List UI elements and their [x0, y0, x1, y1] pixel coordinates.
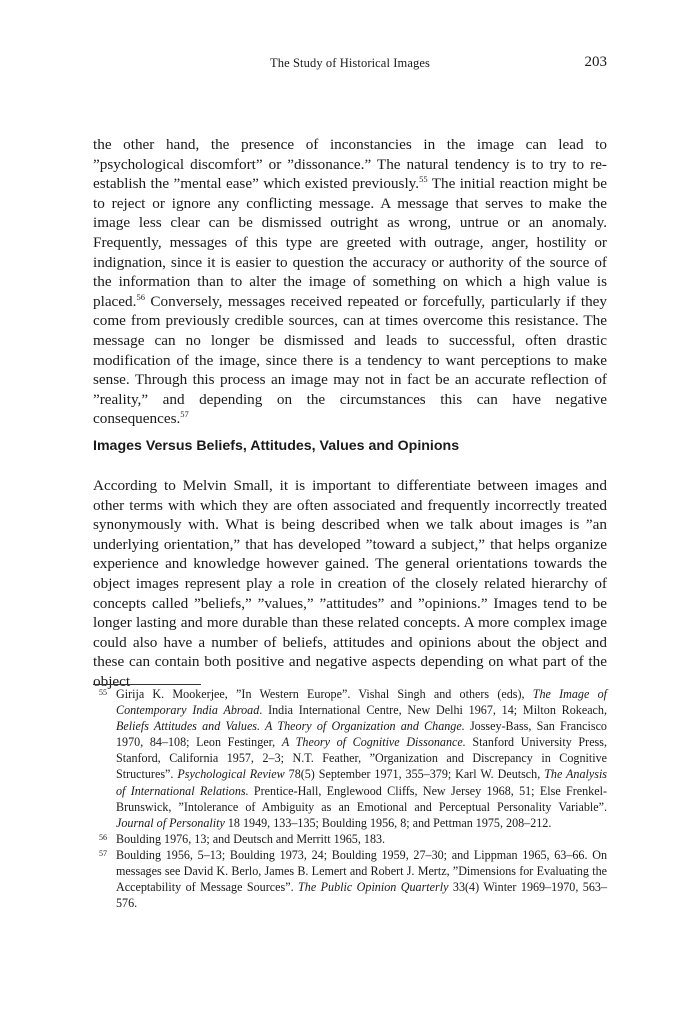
footnotes	[93, 686, 607, 911]
footnote-divider	[93, 684, 201, 685]
footnote-text: Girija K. Mookerjee, ”In Western Europe”. Vishal Singh and others (eds),	[116, 687, 533, 701]
footnote-title: The Analysis of International Relations.	[116, 767, 608, 798]
footnote-ref-56[interactable]: 56	[136, 291, 145, 302]
footnote-title: The Image of Contemporary India Abroad	[116, 687, 607, 718]
paragraph-text: the other hand, the presence of inconstancies in the image can lead to ”psychological discomfort” or ”dissonance.” The natural tendency is to try to re-establish the ”mental ease” which existed previously.	[93, 136, 607, 193]
footnote-text: Prentice-Hall, Englewood Cliffs, New Jersey 1968, 51; Else Frenkel-Brunswick, ”Intolerance of Ambiguity as an Emotional and Perceptual Personality Variable”.	[116, 783, 607, 814]
running-title: The Study of Historical Images	[270, 56, 430, 70]
footnote-number: 57	[99, 848, 107, 858]
footnote-text: Boulding 1976, 13; and Deutsch and Merritt 1965, 183.	[116, 831, 386, 846]
footnote-text: Stanford University Press, Stanford, California 1957, 2–3; N.T. Feather, ”Organization and Discrepancy in Cognitive Structures”.	[116, 735, 607, 782]
footnote-text: Jossey-Bass, San Francisco 1970, 84–108; Leon Festinger,	[116, 719, 607, 750]
running-header	[93, 56, 607, 76]
footnote-text: 18 1949, 133–135; Boulding 1956, 8; and Pettman 1975, 208–212.	[224, 815, 552, 830]
paragraph-text: Conversely, messages received repeated or forcefully, particularly if they come from previously credible sources, can at times overcome this resistance. The message can no longer be dismissed and leads to successful, often drastic modification of the image, since there is a tendency to want perceptions to make sense. Through this process an image may not in fact be an accurate reflection of ”reality,” and depending on the circumstances this can have negative consequences.	[93, 292, 607, 428]
footnote-text: 33(4) Winter 1969–1970, 563–576.	[116, 880, 607, 911]
body-paragraph-2: According to Melvin Small, it is important to differentiate between images and other terms with which they are often associated and frequently incorrectly treated synonymously with. What is being described when we talk about images is ”an underlying orientation,” that has developed ”toward a subject,” that helps organize experience and knowledge however gained. The general orientations towards the object images represent play a role in creation of the closely related hierarchy of concepts called ”beliefs,” ”values,” ”attitudes” and ”opinions.” Images tend to be longer lasting and more durable than these related concepts. A more complex image could also have a number of beliefs, attitudes and opinions about the object and these can contain both positive and negative aspects depending on what part of the object	[93, 477, 607, 690]
section-heading: Images Versus Beliefs, Attitudes, Values and Opinions	[93, 438, 460, 454]
footnote-title: Journal of Personality	[116, 815, 225, 830]
footnote-55	[93, 686, 607, 831]
footnote-title: The Public Opinion Quarterly	[298, 880, 449, 895]
footnote-title: Psychological Review	[177, 767, 285, 782]
body-paragraph-1	[93, 135, 607, 429]
footnote-ref-55[interactable]: 55	[419, 174, 428, 185]
footnote-title: Beliefs Attitudes and Values. A Theory of Organization and Change.	[116, 719, 465, 734]
footnote-57	[93, 847, 607, 911]
page-number: 203	[584, 54, 607, 70]
paragraph-text: The initial reaction might be to reject or ignore any conflicting message. A message that serves to make the image less clear can be dismissed outright as wrong, untrue or an anomaly. Frequently, messages of this type are greeted with outrage, anger, hostility or indignation, since it is easier to question the accuracy or authority of the source of the information than to alter the image of something on which a high value is placed.	[93, 175, 607, 310]
footnote-text: . India International Centre, New Delhi 1967, 14; Milton Rokeach,	[259, 703, 607, 718]
footnote-title: A Theory of Cognitive Dissonance.	[281, 735, 466, 750]
footnote-56	[93, 831, 607, 847]
footnote-ref-57[interactable]: 57	[180, 409, 189, 420]
footnote-text: Boulding 1956, 5–13; Boulding 1973, 24; Boulding 1959, 27–30; and Lippman 1965, 63–66. On messages see David K. Berlo, James B. Lemert and Robert J. Mertz, ”Dimensions for Evaluating the Acceptability of Message Sources”.	[116, 847, 607, 895]
footnote-number: 55	[99, 688, 107, 697]
footnote-number: 56	[99, 832, 107, 842]
footnote-text: 78(5) September 1971, 355–379; Karl W. Deutsch,	[284, 767, 545, 782]
